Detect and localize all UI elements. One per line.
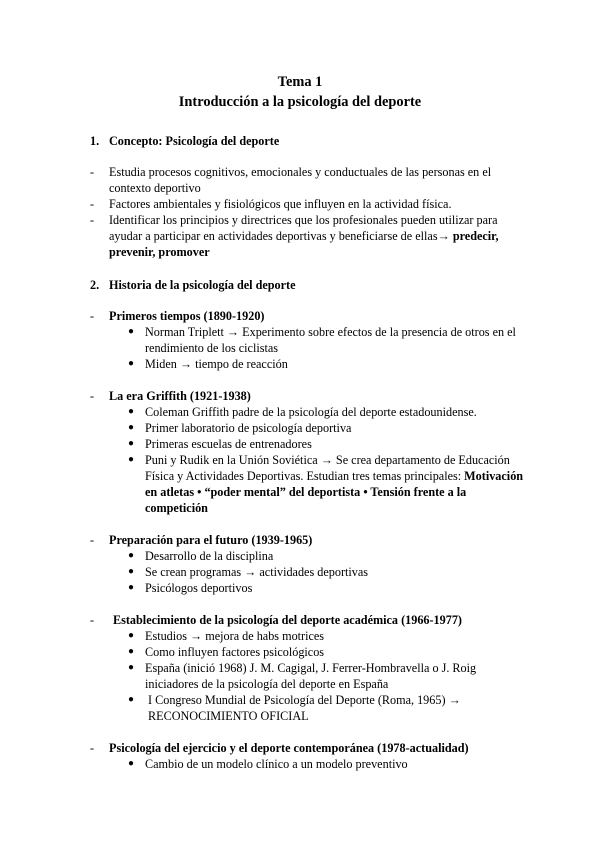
bullet-item	[145, 452, 525, 516]
bullet-icon: ●	[128, 694, 135, 705]
bullet-icon: ●	[128, 406, 135, 417]
list-dash: -	[90, 165, 95, 179]
bullet-item: Estudios → mejora de habs motrices	[145, 629, 325, 643]
bullet-icon: ●	[128, 358, 135, 369]
list-dash: -	[90, 213, 95, 227]
list-item-emphasis: predecir, prevenir, promover	[109, 229, 499, 259]
section-title: Concepto: Psicología del deporte	[109, 134, 280, 148]
list-item	[109, 212, 501, 260]
bullet-icon: ●	[128, 438, 135, 449]
era-title: Psicología del ejercicio y el deporte contemporánea (1978-actualidad)	[109, 741, 469, 755]
bullet-item: España (inició 1968) J. M. Cagigal, J. Ferrer-Hombravella o J. Roig iniciadores de la psicología del deporte en España	[145, 661, 477, 691]
section-number: 1.	[90, 134, 100, 148]
bullet-icon: ●	[128, 422, 135, 433]
list-dash: -	[90, 613, 95, 627]
bullet-icon: ●	[128, 758, 135, 769]
list-dash: -	[90, 197, 95, 211]
bullet-icon: ●	[128, 550, 135, 561]
bullet-item: I Congreso Mundial de Psicología del Deporte (Roma, 1965) → RECONOCIMIENTO OFICIAL	[148, 693, 461, 723]
bullet-icon: ●	[128, 566, 135, 577]
section-title: Historia de la psicología del deporte	[109, 278, 296, 292]
bullet-icon: ●	[128, 326, 135, 337]
bullet-item: Psicólogos deportivos	[145, 581, 253, 595]
document-title: Tema 1	[277, 74, 323, 90]
bullet-item: Cambio de un modelo clínico a un modelo preventivo	[145, 757, 408, 771]
bullet-item: Miden → tiempo de reacción	[145, 357, 288, 371]
section-number: 2.	[90, 278, 100, 292]
bullet-item-text: Puni y Rudik en la Unión Soviética → Se crea departamento de Educación Física y Actividades Deportivas. Estudian tres temas principales:	[145, 453, 510, 483]
list-item-text: Identificar los principios y directrices que los profesionales pueden utilizar para ayudar a participar en actividades deportivas y beneficiarse de ellas→	[109, 213, 498, 243]
era-title: Preparación para el futuro (1939-1965)	[109, 533, 313, 547]
list-item: Estudia procesos cognitivos, emocionales y conductuales de las personas en el contexto deportivo	[109, 165, 492, 195]
list-dash: -	[90, 533, 95, 547]
bullet-item: Coleman Griffith padre de la psicología del deporte estadounidense.	[145, 405, 477, 419]
bullet-item: Se crean programas → actividades deportivas	[145, 565, 369, 579]
bullet-item: Como influyen factores psicológicos	[145, 645, 325, 659]
bullet-item: Primeras escuelas de entrenadores	[145, 437, 312, 451]
list-dash: -	[90, 309, 95, 323]
bullet-item: Norman Triplett → Experimento sobre efectos de la presencia de otros en el rendimiento de los ciclistas	[145, 325, 516, 355]
document-subtitle: Introducción a la psicología del deporte	[178, 94, 422, 110]
era-title: Primeros tiempos (1890-1920)	[109, 309, 265, 323]
list-dash: -	[90, 389, 95, 403]
bullet-icon: ●	[128, 662, 135, 673]
era-title: Establecimiento de la psicología del deporte académica (1966-1977)	[113, 613, 462, 627]
bullet-icon: ●	[128, 646, 135, 657]
bullet-icon: ●	[128, 582, 135, 593]
bullet-icon: ●	[128, 454, 135, 465]
bullet-item-emphasis: Motivación en atletas • “poder mental” del deportista • Tensión frente a la competición	[145, 469, 524, 515]
era-title: La era Griffith (1921-1938)	[109, 389, 251, 403]
bullet-item: Desarrollo de la disciplina	[145, 549, 274, 563]
bullet-icon: ●	[128, 630, 135, 641]
list-dash: -	[90, 741, 95, 755]
list-item: Factores ambientales y fisiológicos que influyen en la actividad física.	[109, 197, 452, 211]
bullet-item: Primer laboratorio de psicología deportiva	[145, 421, 352, 435]
